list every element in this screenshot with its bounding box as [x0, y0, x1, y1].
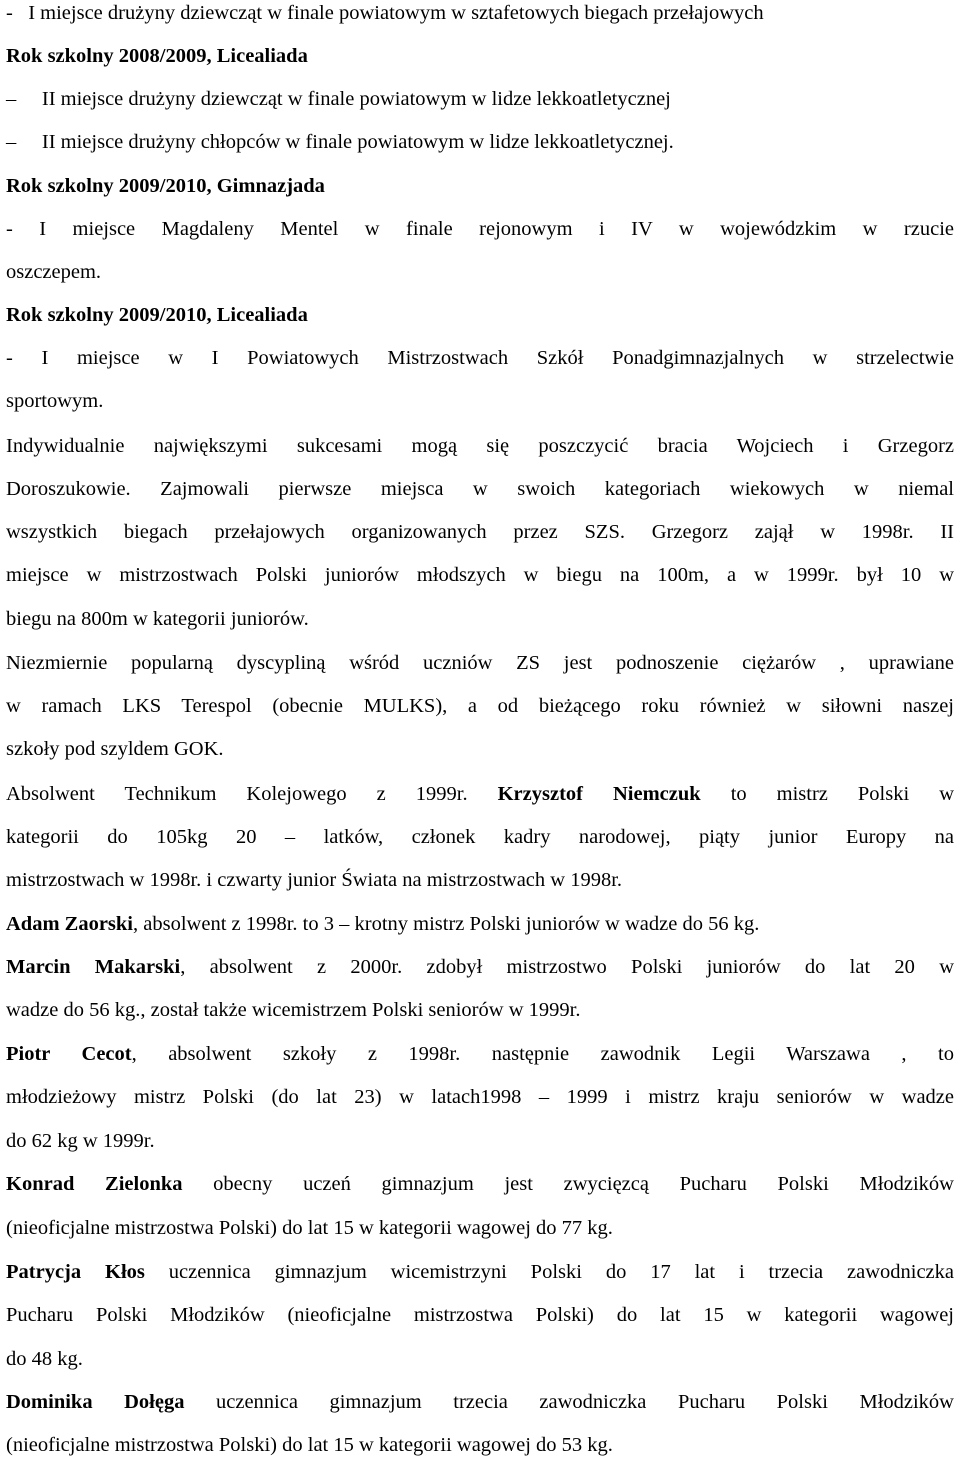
text-line — [6, 868, 954, 892]
line-text: Pucharu Polski Młodzików (nieoficjalne mistrzostwa Polski) do lat 15 w kategorii wagowej — [6, 1304, 954, 1326]
section-heading — [6, 174, 954, 198]
line-text: uczennica gimnazjum wicemistrzyni Polski do 17 lat i trzecia zawodniczka — [144, 1261, 954, 1283]
text-line — [6, 737, 954, 761]
text-line — [6, 1085, 954, 1109]
text-line — [6, 217, 954, 241]
line-text: młodzieżowy mistrz Polski (do lat 23) w latach1998 – 1999 i mistrz kraju seniorów w wadze — [6, 1086, 954, 1108]
text-line — [6, 1042, 954, 1066]
line-text: - I miejsce w I Powiatowych Mistrzostwach Szkół Ponadgimnazjalnych w strzelectwie — [6, 347, 954, 369]
line-text: - I miejsce drużyny dziewcząt w finale powiatowym w sztafetowych biegach przełajowych — [6, 2, 764, 24]
text-line — [6, 87, 954, 111]
section-heading — [6, 44, 954, 68]
text-line — [6, 955, 954, 979]
text-line — [6, 1, 954, 25]
athlete-name: Patrycja Kłos — [6, 1261, 145, 1283]
text-line — [6, 563, 954, 587]
line-text: , absolwent szkoły z 1998r. następnie zawodnik Legii Warszawa , to — [131, 1043, 954, 1065]
text-line: Absolwent Technikum Kolejowego z 1999r. Krzysztof Niemczuk to mistrz Polski w — [6, 783, 954, 805]
text-line — [6, 130, 954, 154]
text-line — [6, 1216, 954, 1240]
line-text: – II miejsce drużyny chłopców w finale powiatowym w lidze lekkoatletycznej. — [6, 131, 674, 153]
text-line — [6, 346, 954, 370]
text-line — [6, 1303, 954, 1327]
line-text: Indywidualnie największymi sukcesami mogą się poszczycić bracia Wojciech i Grzegorz — [6, 435, 954, 457]
line-text: , absolwent z 1998r. to 3 – krotny mistrz Polski juniorów w wadze do 56 kg. — [133, 913, 760, 935]
line-text: kategorii do 105kg 20 – latków, członek kadry narodowej, piąty junior Europy na — [6, 826, 954, 848]
line-text: to mistrz Polski w — [700, 783, 954, 805]
text-line — [6, 694, 954, 718]
text-line — [6, 1172, 954, 1196]
line-text: w ramach LKS Terespol (obecnie MULKS), a od bieżącego roku również w siłowni naszej — [6, 695, 954, 717]
text-line — [6, 520, 954, 544]
line-text: sportowym. — [6, 390, 104, 412]
text-line — [6, 260, 954, 284]
text-line — [6, 389, 954, 413]
line-text: oszczepem. — [6, 261, 102, 283]
line-text: Niezmiernie popularną dyscypliną wśród uczniów ZS jest podnoszenie ciężarów , uprawiane — [6, 652, 954, 674]
line-text: , absolwent z 2000r. zdobył mistrzostwo Polski juniorów do lat 20 w — [180, 956, 955, 978]
line-text: (nieoficjalne mistrzostwa Polski) do lat 15 w kategorii wagowej do 53 kg. — [6, 1434, 613, 1456]
line-text: - I miejsce Magdaleny Mentel w finale rejonowym i IV w wojewódzkim w rzucie — [6, 218, 954, 240]
line-text: obecny uczeń gimnazjum jest zwycięzcą Pucharu Polski Młodzików — [182, 1173, 954, 1195]
heading-text: Rok szkolny 2009/2010, Gimnazjada — [6, 175, 325, 197]
line-text: wadze do 56 kg., został także wicemistrzem Polski seniorów w 1999r. — [6, 999, 581, 1021]
athlete-name: Dominika Dołęga — [6, 1391, 185, 1413]
line-text: uczennica gimnazjum trzecia zawodniczka Pucharu Polski Młodzików — [184, 1391, 954, 1413]
line-text: do 48 kg. — [6, 1348, 83, 1370]
line-text: (nieoficjalne mistrzostwa Polski) do lat 15 w kategorii wagowej do 77 kg. — [6, 1217, 613, 1239]
line-text: do 62 kg w 1999r. — [6, 1130, 155, 1152]
heading-text: Rok szkolny 2008/2009, Licealiada — [6, 45, 308, 67]
text-line — [6, 607, 954, 631]
line-text: miejsce w mistrzostwach Polski juniorów młodszych w biegu na 100m, a w 1999r. był 10 w — [6, 564, 954, 586]
line-text: biegu na 800m w kategorii juniorów. — [6, 608, 309, 630]
athlete-name: Marcin Makarski — [6, 956, 181, 978]
text-line — [6, 912, 954, 936]
heading-text: Rok szkolny 2009/2010, Licealiada — [6, 304, 308, 326]
line-text: szkoły pod szyldem GOK. — [6, 738, 224, 760]
text-line — [6, 1390, 954, 1414]
athlete-name: Konrad Zielonka — [6, 1173, 183, 1195]
athlete-name: Adam Zaorski — [6, 913, 134, 935]
text-line — [6, 825, 954, 849]
line-text: mistrzostwach w 1998r. i czwarty junior Świata na mistrzostwach w 1998r. — [6, 869, 623, 891]
section-heading — [6, 303, 954, 327]
line-text: Doroszukowie. Zajmowali pierwsze miejsca w swoich kategoriach wiekowych w niemal — [6, 478, 954, 500]
athlete-name: Piotr Cecot — [6, 1043, 132, 1065]
text-line — [6, 434, 954, 458]
text-line — [6, 998, 954, 1022]
text-line — [6, 1347, 954, 1371]
text-line — [6, 651, 954, 675]
text-line — [6, 1129, 954, 1153]
text-line — [6, 1433, 954, 1457]
line-text: – II miejsce drużyny dziewcząt w finale powiatowym w lidze lekkoatletycznej — [6, 88, 671, 110]
athlete-name: Krzysztof Niemczuk — [497, 783, 701, 805]
text-line — [6, 477, 954, 501]
text-line — [6, 1260, 954, 1284]
line-text: wszystkich biegach przełajowych organizowanych przez SZS. Grzegorz zajął w 1998r. II — [6, 521, 954, 543]
